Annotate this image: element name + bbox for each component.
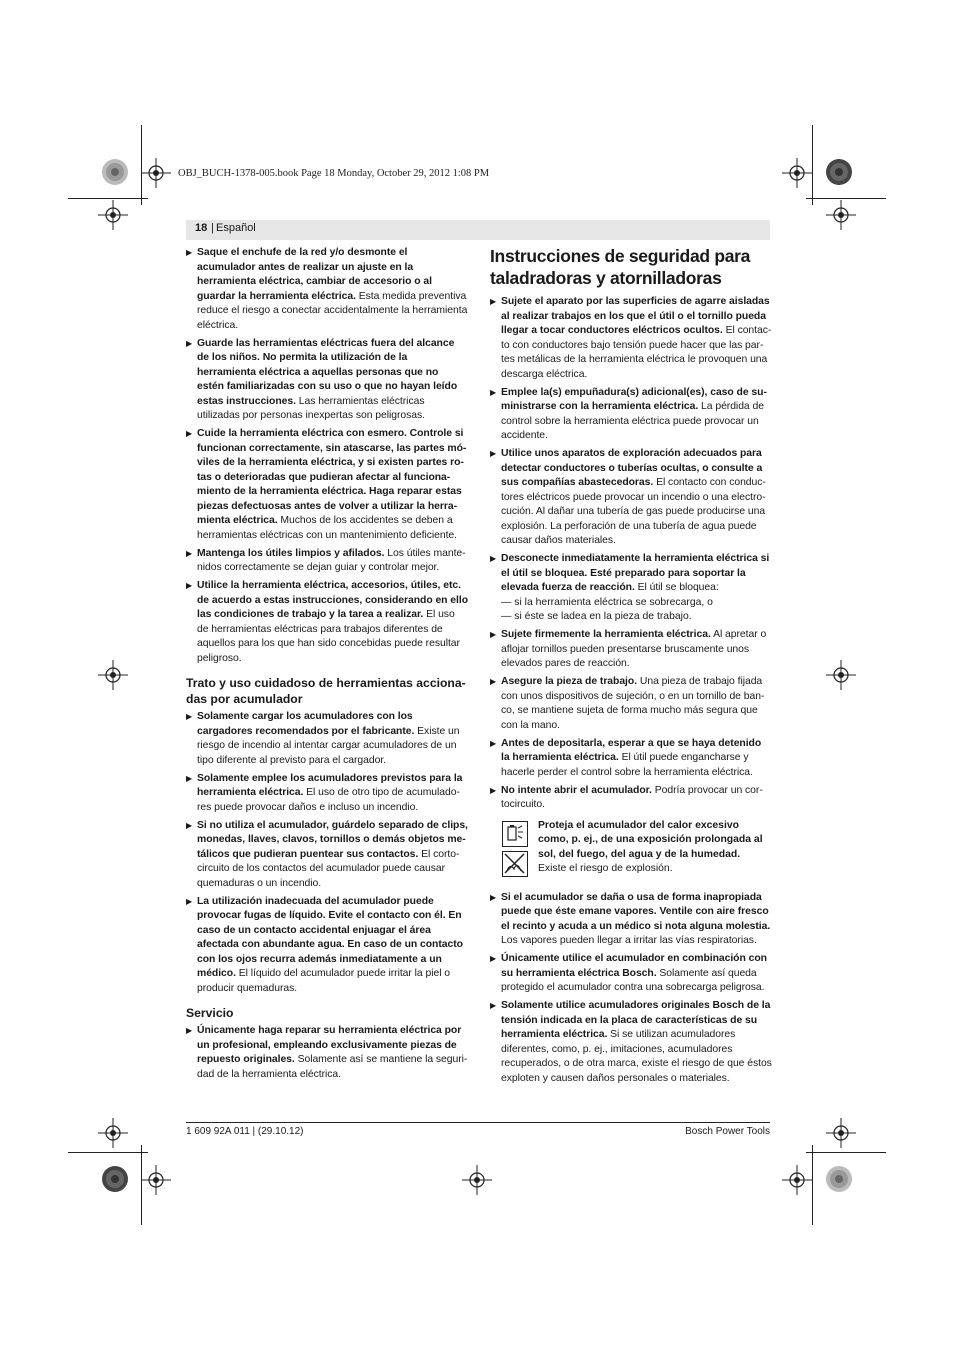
crop-mark: [806, 198, 886, 199]
registration-wheel-icon: [101, 1165, 129, 1193]
crop-mark: [812, 125, 813, 205]
footer-rule: [186, 1122, 770, 1123]
right-list-c: [490, 891, 772, 1087]
bullet-arrow-icon: ▶: [490, 1001, 497, 1010]
right-column: [490, 245, 772, 1090]
bullet-arrow-icon: ▶: [186, 712, 193, 721]
left-list-a: [186, 246, 468, 666]
list-item: ▶ Desconecte inmediatamente la herramienta eléctrica si el útil se bloquea. Esté preparado para soportar la elevada fuerza de reacción. El útil se bloquea:: [490, 553, 770, 593]
bullet-arrow-icon: ▶: [490, 677, 497, 686]
bullet-arrow-icon: ▶: [186, 581, 193, 590]
bullet-arrow-icon: ▶: [490, 630, 497, 639]
list-item: ▶ Cuide la herramienta eléctrica con esmero. Controle si funcionan correctamente, sin atascarse, las partes móviles de la herramienta eléctrica, y si existen partes rotas o deterioradas que pudieran afectar al funcionamiento de la herramienta eléctrica. Haga reparar estas piezas defectuosas antes de volver a utilizar la herramienta eléctrica. Muchos de los accidentes se deben a herramientas eléctricas con un mantenimiento deficiente.: [186, 428, 467, 541]
list-item: ▶ Solamente cargar los acumuladores con los cargadores recomendados por el fabricante. Existe un riesgo de incendio al intentar cargar acumuladores de un tipo diferente al previsto para el cargador.: [186, 711, 460, 766]
registration-wheel-icon: [825, 1165, 853, 1193]
page-number: 18: [195, 222, 208, 234]
bullet-arrow-icon: ▶: [490, 297, 497, 306]
bullet-arrow-icon: ▶: [186, 248, 193, 257]
bullet-arrow-icon: ▶: [490, 449, 497, 458]
list-item: ▶ Si el acumulador se daña o usa de forma inapropiada puede que éste emane vapores. Ventile con aire fresco el recinto y acuda a un médico si nota alguna molestia. Los vapores pueden llegar a irritar las vías respiratorias.: [490, 891, 771, 946]
dash-line: — si éste se ladea en la pieza de trabajo.: [501, 611, 692, 622]
list-item: ▶ No intente abrir el acumulador. Podría provocar un cortocircuito.: [490, 784, 763, 810]
fire-water-warning-icon: [502, 851, 528, 877]
registration-wheel-icon: [825, 158, 853, 186]
header-separator: |: [211, 222, 214, 234]
crop-mark: [812, 1145, 813, 1225]
bullet-arrow-icon: ▶: [186, 429, 193, 438]
registration-target-icon: [826, 200, 856, 230]
bullet-arrow-icon: ▶: [490, 892, 497, 902]
subheading-service: Servicio: [186, 1006, 234, 1020]
list-item: ▶ Si no utiliza el acumulador, guárdelo separado de clips, monedas, llaves, clavos, tornillos o demás objetos metálicos que pudieran puentear sus contactos. El cortocircuito de los contactos del acumulador puede causar quemaduras o un incendio.: [186, 819, 468, 889]
page-header-band: [186, 220, 770, 240]
left-list-b: [186, 710, 468, 996]
list-item: ▶ Asegure la pieza de trabajo. Una pieza de trabajo fijada con unos dispositivos de sujeción, o en un tornillo de banco, se mantiene sujeta de forma mucho más segura que con la mano.: [490, 676, 765, 731]
bullet-arrow-icon: ▶: [186, 896, 193, 906]
warning-text: Proteja el acumulador del calor excesivo como, p. ej., de una exposición prolongada al sol, del fuego, del agua y de la humedad. Existe el riesgo de explosión.: [538, 819, 763, 874]
list-item: ▶ Emplee la(s) empuñadura(s) adicional(es), caso de suministrarse con la herramienta eléctrica. La pérdida de control sobre la herramienta eléctrica puede provocar un accidente.: [490, 386, 767, 441]
list-item: ▶ Sujete firmemente la herramienta eléctrica. Al apretar o aflojar tornillos pueden presentarse bruscamente unos elevados pares de reacción.: [490, 629, 767, 669]
list-item: ▶ Únicamente haga reparar su herramienta eléctrica por un profesional, empleando exclusivamente piezas de repuesto originales. Solamente así se mantiene la seguridad de la herramienta eléctrica.: [186, 1025, 468, 1080]
left-column: [186, 246, 468, 1086]
registration-target-icon: [141, 1165, 171, 1195]
footer-brand: Bosch Power Tools: [685, 1126, 770, 1137]
registration-target-icon: [462, 1165, 492, 1195]
bullet-arrow-icon: ▶: [490, 554, 497, 563]
subheading-battery: Trato y uso cuidadoso de herramientas accionadas por acumulador: [186, 676, 466, 706]
right-list-b: [490, 628, 772, 813]
crop-mark: [68, 1152, 148, 1153]
registration-target-icon: [782, 1165, 812, 1195]
list-item: ▶ Antes de depositarla, esperar a que se haya detenido la herramienta eléctrica. El útil puede engancharse y hacerle perder el control sobre la herramienta eléctrica.: [490, 737, 762, 778]
list-item: ▶ Solamente utilice acumuladores originales Bosch de la tensión indicada en la placa de características de su herramienta eléctrica. Si se utilizan acumuladores diferentes, como, p. ej., imitaciones, acumuladores recuperados, o de otra marca, existe el riesgo de que éstos exploten y causen daños personales o materiales.: [490, 1000, 772, 1084]
bullet-arrow-icon: ▶: [490, 738, 497, 748]
list-item: ▶ Mantenga los útiles limpios y afilados. Los útiles mantenidos correctamente se dejan guiar y controlar mejor.: [186, 547, 466, 573]
dash-line: — si la herramienta eléctrica se sobrecarga, o: [501, 596, 713, 608]
list-item: ▶ Sujete el aparato por las superficies de agarre aisladas al realizar trabajos en los que el útil o el tornillo pueda llegar a tocar conductores eléctricos ocultos. El contacto con conductores bajo tensión puede hacer que las partes metálicas de la herramienta eléctrica le provoquen una descarga eléctrica.: [490, 296, 772, 380]
bullet-arrow-icon: ▶: [186, 548, 193, 558]
bullet-arrow-icon: ▶: [490, 785, 497, 795]
registration-target-icon: [826, 1118, 856, 1148]
list-item: ▶ La utilización inadecuada del acumulador puede provocar fugas de líquido. Evite el contacto con él. En caso de un contacto accidental enjuagar el área afectada con abundante agua. En caso de un contacto con los ojos recurra además inmediatamente a un médico. El líquido del acumulador puede irritar la piel o producir quemaduras.: [186, 895, 463, 994]
print-slug: OBJ_BUCH-1378-005.book Page 18 Monday, October 29, 2012 1:08 PM: [178, 168, 490, 179]
bullet-arrow-icon: ▶: [490, 954, 497, 963]
list-item: ▶ Saque el enchufe de la red y/o desmonte el acumulador antes de realizar un ajuste en la herramienta eléctrica, cambiar de accesorio o al guardar la herramienta eléctrica. Esta medida preventiva reduce el riesgo a conectar accidentalmente la herramienta eléctrica.: [186, 247, 468, 331]
list-item: ▶ Guarde las herramientas eléctricas fuera del alcance de los niños. No permita la utilización de la herramienta eléctrica a aquellas personas que no estén familiarizadas con su uso o que no hayan leído estas instrucciones. Las herramientas eléctricas utilizadas por personas inexpertas son peligrosas.: [186, 337, 458, 421]
bullet-arrow-icon: ▶: [490, 387, 497, 397]
footer-code: 1 609 92A 011 | (29.10.12): [186, 1126, 304, 1137]
list-item: ▶ Utilice la herramienta eléctrica, accesorios, útiles, etc. de acuerdo a estas instrucciones, considerando en ello las condiciones de trabajo y la tarea a realizar. El uso de herramientas eléctricas para trabajos diferentes de aquellos para los que han sido concebidas puede resultar peligroso.: [186, 580, 469, 664]
registration-target-icon: [98, 200, 128, 230]
bullet-arrow-icon: ▶: [186, 1026, 193, 1035]
bullet-arrow-icon: ▶: [186, 338, 193, 348]
list-item: ▶ Utilice unos aparatos de exploración adecuados para detectar conductores o tuberías ocultas, o consulte a sus compañías abastecedoras. El contacto con conductores eléctricos puede provocar un incendio o una electrocución. Al dañar una tubería de gas puede producirse una explosión. La perforación de una tubería de agua puede causar daños materiales.: [490, 448, 766, 546]
left-list-c: [186, 1024, 468, 1082]
list-item: ▶ Únicamente utilice el acumulador en combinación con su herramienta eléctrica Bosch. Solamente así queda protegido el acumulador contra una sobrecarga peligrosa.: [490, 953, 767, 993]
registration-wheel-icon: [101, 158, 129, 186]
bullet-arrow-icon: ▶: [186, 773, 193, 783]
right-list-a: [490, 295, 772, 596]
registration-target-icon: [141, 158, 171, 188]
warning-block: [490, 819, 772, 883]
registration-target-icon: [98, 1118, 128, 1148]
section-title: Instrucciones de seguridad para taladradoras y atornilladoras: [490, 246, 751, 288]
registration-target-icon: [98, 660, 128, 690]
crop-mark: [806, 1152, 886, 1153]
registration-target-icon: [826, 660, 856, 690]
bullet-arrow-icon: ▶: [186, 820, 193, 830]
section-language: Español: [216, 222, 256, 234]
crop-mark: [68, 198, 148, 199]
registration-target-icon: [782, 158, 812, 188]
heat-sun-warning-icon: [502, 821, 528, 847]
list-item: ▶ Solamente emplee los acumuladores previstos para la herramienta eléctrica. El uso de otro tipo de acumuladores puede provocar daños e incluso un incendio.: [186, 772, 463, 813]
